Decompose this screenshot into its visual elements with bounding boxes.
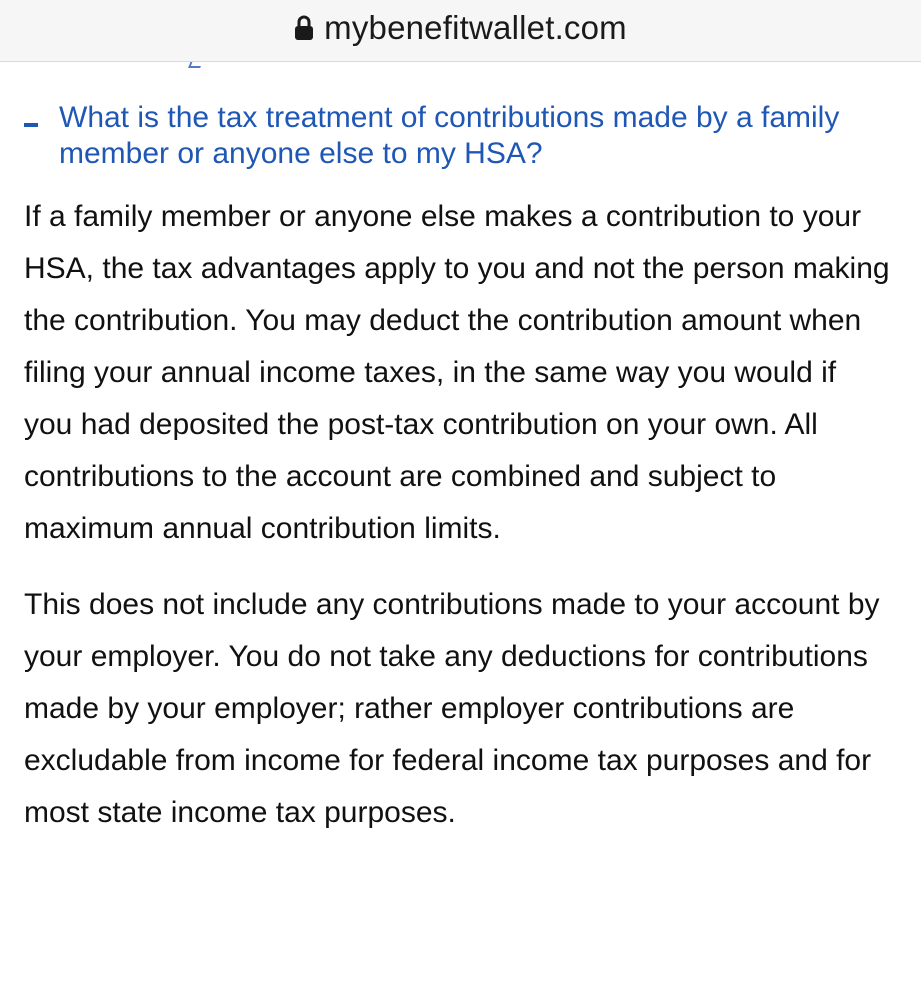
clipped-previous-content bbox=[0, 62, 921, 70]
collapse-icon[interactable] bbox=[24, 123, 38, 127]
clipped-glyph bbox=[188, 62, 204, 68]
faq-question-toggle[interactable] bbox=[0, 100, 921, 172]
url-text: mybenefitwallet.com bbox=[324, 8, 627, 46]
faq-section bbox=[0, 100, 921, 839]
browser-url-bar[interactable] bbox=[0, 0, 921, 62]
faq-answer bbox=[0, 191, 921, 839]
answer-paragraph: This does not include any contributions made to your account by your employer. You do not take any deductions for contributions made by your employer; rather employer contributions are excludable from income for federal income tax purposes and for most state income tax purposes. bbox=[24, 588, 880, 829]
url-display[interactable] bbox=[294, 9, 627, 47]
lock-icon bbox=[294, 15, 314, 41]
answer-paragraph: If a family member or anyone else makes a contribution to your HSA, the tax advantages apply to you and not the person making the contribution. You may deduct the contribution amount when filing your annual income taxes, in the same way you would if you had deposited the post-tax contribution on your own. All contributions to the account are combined and subject to maximum annual contribution limits. bbox=[24, 200, 890, 545]
faq-question-text[interactable]: What is the tax treatment of contributions made by a family member or anyone else to my HSA? bbox=[59, 101, 840, 170]
